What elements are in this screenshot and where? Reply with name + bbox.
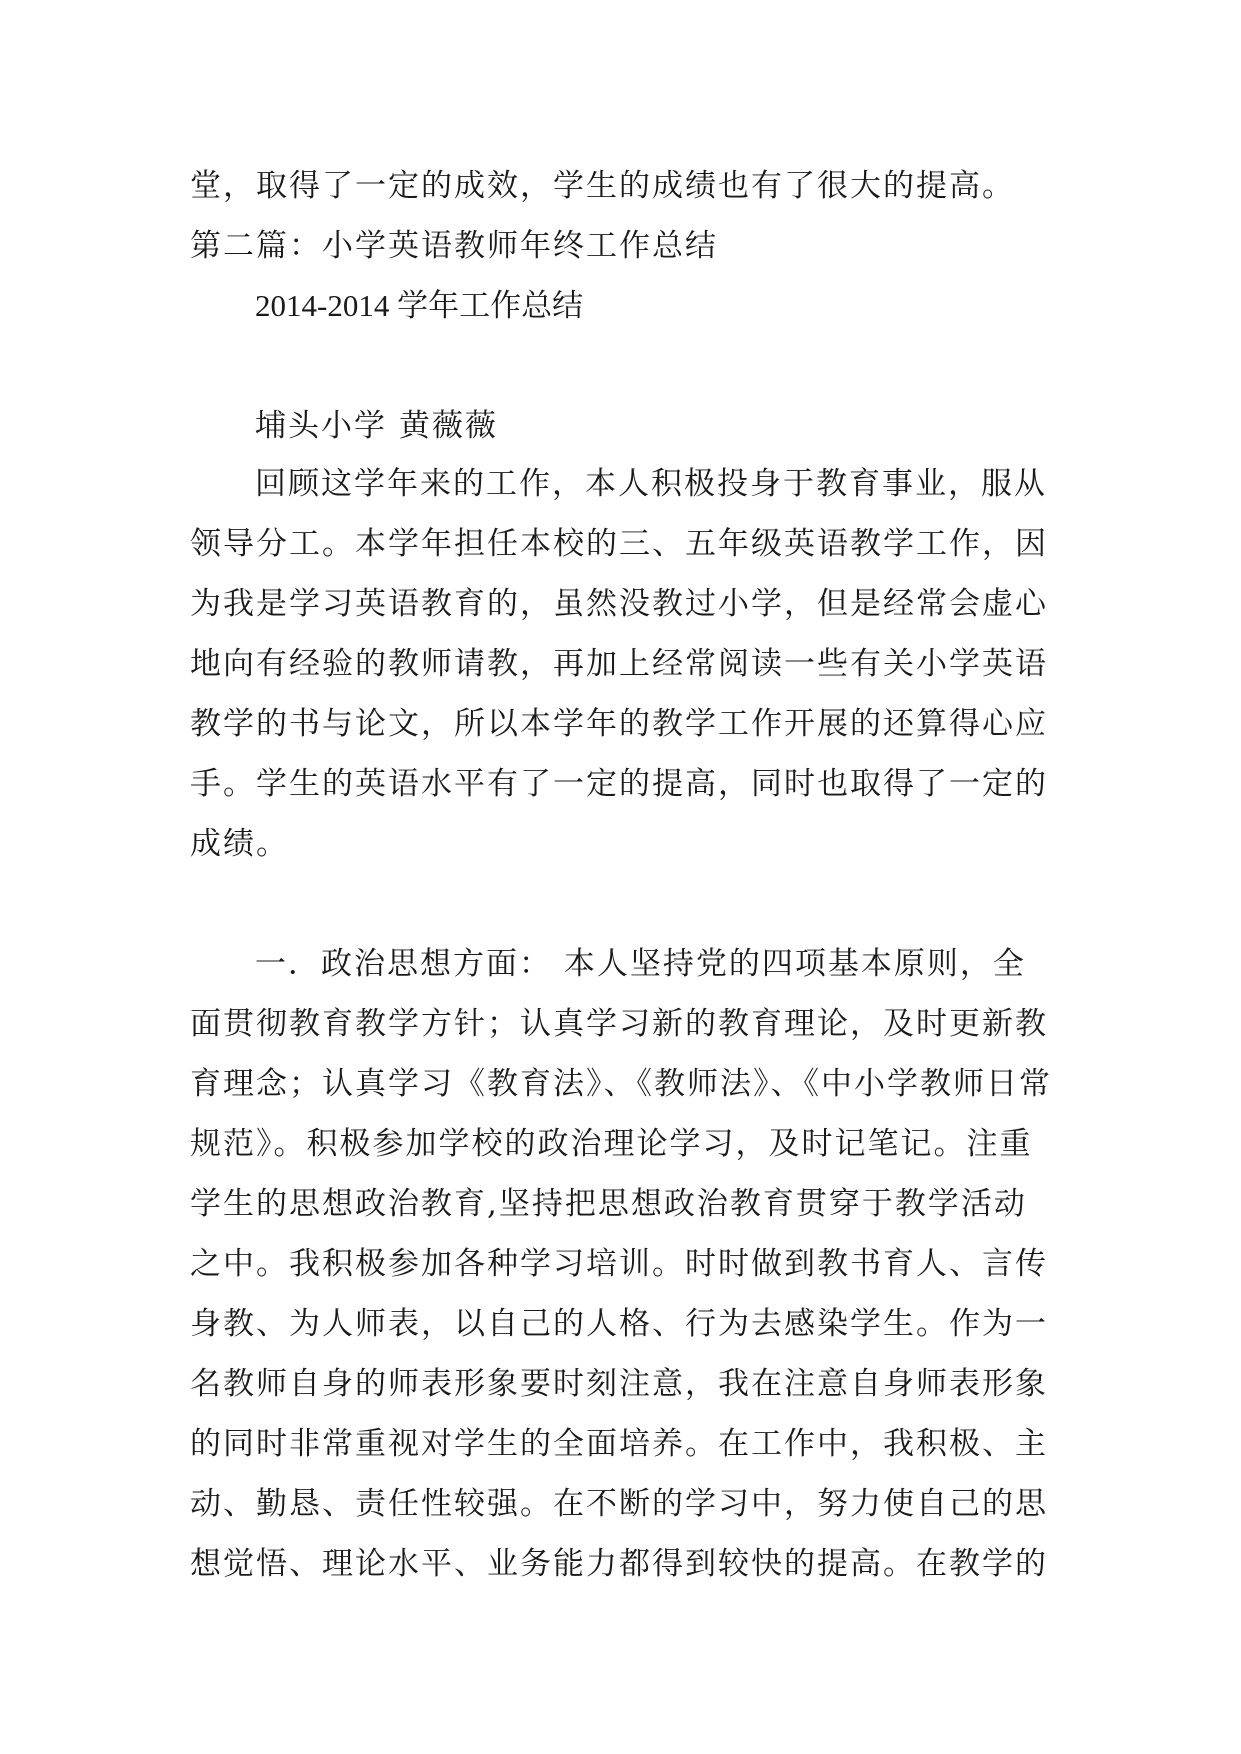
body-text-line: 之中。我积极参加各种学习培训。时时做到教书育人、言传 (190, 1246, 1048, 1282)
body-text-line: 堂，取得了一定的成效，学生的成绩也有了很大的提高。 (190, 168, 1015, 204)
body-text-line: 名教师自身的师表形象要时刻注意，我在注意自身师表形象 (190, 1366, 1048, 1402)
body-text-line: 一．政治思想方面： 本人坚持党的四项基本原则，全 (255, 946, 1026, 982)
body-text-line: 想觉悟、理论水平、业务能力都得到较快的提高。在教学的 (190, 1546, 1048, 1582)
body-text-line: 面贯彻教育教学方针；认真学习新的教育理论，及时更新教 (190, 1006, 1048, 1042)
section-heading: 第二篇：小学英语教师年终工作总结 (190, 228, 718, 264)
body-text-line: 的同时非常重视对学生的全面培养。在工作中，我积极、主 (190, 1426, 1048, 1462)
body-text-line: 地向有经验的教师请教，再加上经常阅读一些有关小学英语 (190, 646, 1048, 682)
body-text-line: 学生的思想政治教育,坚持把思想政治教育贯穿于教学活动 (190, 1186, 1027, 1222)
document-subtitle: 2014-2014 学年工作总结 (255, 288, 584, 323)
body-text-line: 手。学生的英语水平有了一定的提高，同时也取得了一定的 (190, 766, 1048, 802)
body-text-line: 成绩。 (190, 826, 289, 862)
body-text-line: 规范》。积极参加学校的政治理论学习，及时记笔记。注重 (190, 1126, 1033, 1162)
body-text-line: 身教、为人师表，以自己的人格、行为去感染学生。作为一 (190, 1306, 1048, 1342)
body-text-line: 领导分工。本学年担任本校的三、五年级英语教学工作，因 (190, 526, 1048, 562)
body-text-line: 动、勤恳、责任性较强。在不断的学习中，努力使自己的思 (190, 1486, 1048, 1522)
author-line: 埔头小学 黄薇薇 (255, 408, 498, 444)
body-text-line: 育理念；认真学习《教育法》、《教师法》、《中小学教师日常 (190, 1066, 1052, 1102)
body-text-line: 回顾这学年来的工作，本人积极投身于教育事业，服从 (255, 466, 1047, 502)
body-text-line: 为我是学习英语教育的，虽然没教过小学，但是经常会虚心 (190, 586, 1048, 622)
body-text-line: 教学的书与论文，所以本学年的教学工作开展的还算得心应 (190, 706, 1048, 742)
